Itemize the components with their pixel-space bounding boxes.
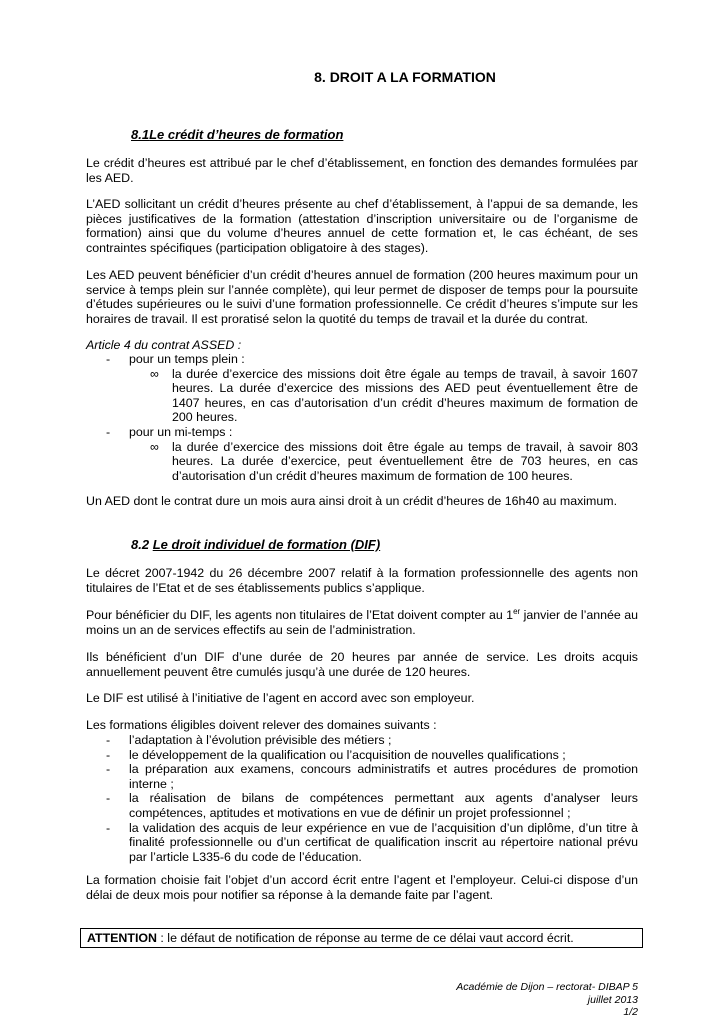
contract-hours-list	[86, 352, 638, 483]
list-item-text: l’adaptation à l’évolution prévisible des métiers ;	[129, 733, 392, 747]
list-item	[86, 733, 638, 748]
footer-institution: Académie de Dijon – rectorat- DIBAP 5	[456, 981, 638, 993]
article-reference: Article 4 du contrat ASSED :	[86, 338, 242, 352]
dash-marker: -	[106, 820, 111, 835]
s82-paragraph-4: Le DIF est utilisé à l’initiative de l’agent en accord avec son employeur.	[86, 691, 475, 705]
dash-marker: -	[106, 352, 111, 366]
attention-box	[80, 928, 643, 948]
dash-marker: -	[106, 791, 111, 806]
s82-paragraph-5: Les formations éligibles doivent relever des domaines suivants :	[86, 718, 437, 732]
attention-label: ATTENTION	[87, 931, 157, 945]
sub-list-text: la durée d’exercice des missions doit être égale au temps de travail, à savoir 1607 heures. La durée d’exercice des missions des AED peut éventuellement être de 1407 heures, en cas d’autorisation d’un crédit d’heures maximum de formation de 200 heures.	[172, 366, 638, 425]
dash-marker: -	[106, 762, 111, 777]
section-8-1-title: Le crédit d’heures de formation	[149, 127, 344, 142]
section-8-2-title: Le droit individuel de formation (DIF)	[152, 537, 381, 552]
sub-list-item	[86, 440, 638, 484]
list-item-label: pour un mi-temps :	[129, 424, 233, 439]
s82-paragraph-2-text-a: Pour bénéficier du DIF, les agents non titulaires de l’Etat doivent compter au 1	[86, 608, 514, 622]
s82-paragraph-2-text-b: janvier de l’année au moins un an de services effectifs au sein de l’administration.	[86, 608, 639, 637]
list-item-label: pour un temps plein :	[129, 352, 245, 366]
s81-paragraph-1: Le crédit d’heures est attribué par le chef d’établissement, en fonction des demandes formulées par les AED.	[86, 156, 638, 185]
s82-paragraph-3: Ils bénéficient d’un DIF d’une durée de 20 heures par année de service. Les droits acquis annuellement peuvent être cumulés jusqu’à une durée de 120 heures.	[86, 650, 638, 679]
section-8-1-heading	[131, 127, 343, 142]
list-item-text: la réalisation de bilans de compétences permettant aux agents d’analyser leurs compétences, aptitudes et motivations en vue de définir un projet professionnel ;	[129, 791, 638, 820]
list-item	[86, 425, 638, 440]
dash-marker: -	[106, 747, 111, 762]
s82-paragraph-1: Le décret 2007-1942 du 26 décembre 2007 relatif à la formation professionnelle des agents non titulaires de l’Etat et de ses établissements publics s’applique.	[86, 566, 638, 595]
section-8-1-number: 8.1	[131, 127, 150, 142]
attention-text: : le défaut de notification de réponse au terme de ce délai vaut accord écrit.	[156, 931, 574, 945]
s81-paragraph-4: Un AED dont le contrat dure un mois aura ainsi droit à un crédit d’heures de 16h40 au maximum.	[86, 494, 618, 508]
list-item-text: le développement de la qualification ou l’acquisition de nouvelles qualifications ;	[129, 747, 566, 762]
page-number: 1/2	[623, 1006, 638, 1018]
list-item-text: la validation des acquis de leur expérience en vue de l’acquisition d’un diplôme, d’un titre à finalité professionnelle ou d’un certificat de qualification inscrit au répertoire national prévu par l’article L335-6 du code de l’éducation.	[129, 820, 638, 864]
section-8-2-heading	[131, 537, 380, 552]
list-item	[86, 748, 638, 763]
s82-paragraph-2	[86, 608, 638, 637]
list-item	[86, 791, 638, 820]
sub-list-text: la durée d’exercice des missions doit être égale au temps de travail, à savoir 803 heures. La durée d’exercice, peut éventuellement être de 703 heures, en cas d’autorisation d’un crédit d’heures maximum de formation de 100 heures.	[172, 439, 638, 483]
s81-paragraph-3: Les AED peuvent bénéficier d’un crédit d’heures annuel de formation (200 heures maximum pour un service à temps plein sur l’année complète), qui leur permet de disposer de temps pour la poursuite d’études supérieures ou le suivi d’une formation professionnelle. Ce crédit d’heures s’impute sur les horaires de travail. Il est proratisé selon la quotité du temps de travail et la durée du contrat.	[86, 268, 638, 326]
infinity-bullet-icon: ∞	[150, 439, 159, 454]
footer-date: juillet 2013	[587, 993, 638, 1006]
section-8-2-number: 8.2	[131, 537, 153, 552]
page-footer	[456, 981, 638, 1019]
superscript: er	[513, 606, 521, 616]
infinity-bullet-icon: ∞	[150, 366, 159, 381]
sub-list-item	[86, 367, 638, 425]
list-item-text: la préparation aux examens, concours administratifs et autres procédures de promotion interne ;	[129, 762, 638, 791]
list-item	[86, 762, 638, 791]
list-item	[86, 821, 638, 865]
s82-paragraph-6: La formation choisie fait l’objet d’un accord écrit entre l’agent et l’employeur. Celui-ci dispose d’un délai de deux mois pour notifier sa réponse à la demande faite par l’agent.	[86, 873, 638, 902]
list-item	[86, 352, 638, 367]
page-title: 8. DROIT A LA FORMATION	[314, 69, 496, 85]
dash-marker: -	[106, 424, 111, 439]
eligible-domains-list	[86, 733, 638, 864]
dash-marker: -	[106, 733, 111, 747]
s81-paragraph-2: L’AED sollicitant un crédit d’heures présente au chef d’établissement, à l’appui de sa demande, les pièces justificatives de la formation (attestation d’inscription universitaire ou de l’organisme de formation) ainsi que du volume d’heures annuel de cette formation et, le cas échéant, de ses contraintes spécifiques (participation obligatoire à des stages).	[86, 197, 638, 255]
